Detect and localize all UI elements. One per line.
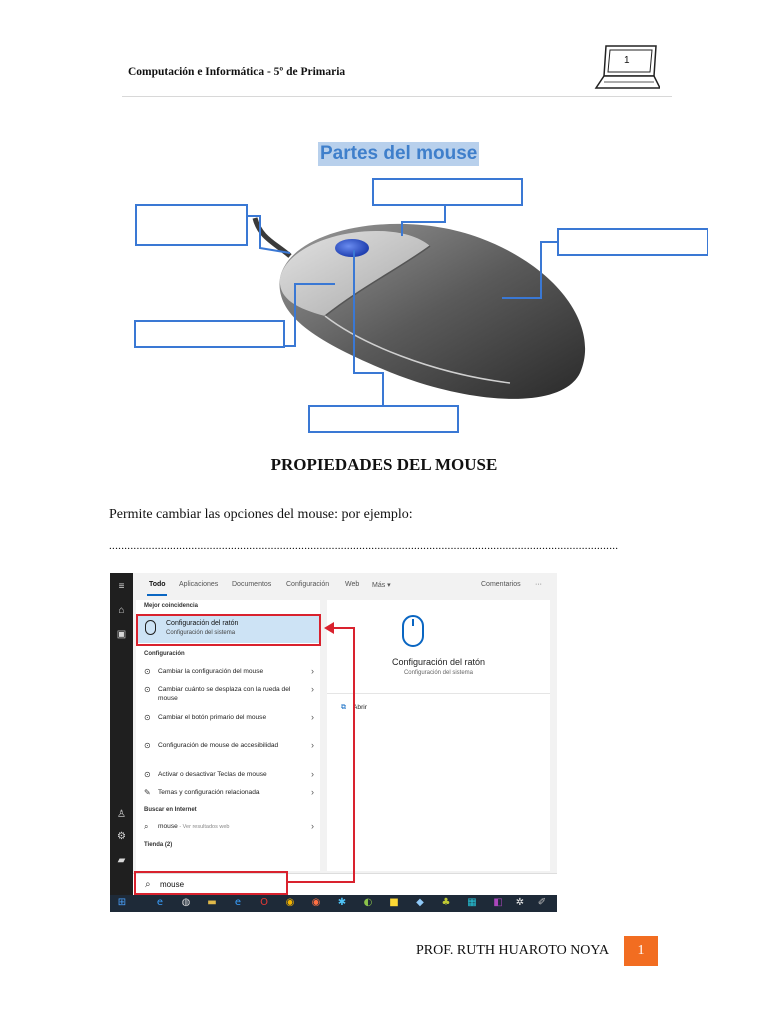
hamburger-icon[interactable]: ≡: [118, 581, 125, 592]
active-tab-indicator: [147, 594, 167, 596]
config-header: Configuración: [144, 651, 185, 657]
chevron-right-icon: ›: [311, 787, 314, 797]
start-icon[interactable]: ⊞: [117, 897, 127, 908]
mouse-icon: ⊙: [144, 770, 151, 779]
label-box-left-button: [135, 321, 284, 347]
settings-icon[interactable]: ✲: [515, 897, 525, 908]
windows-taskbar: [110, 895, 557, 912]
search-input[interactable]: mouse: [160, 880, 185, 889]
store-header: Tienda (2): [144, 842, 173, 848]
start-rail: [110, 573, 133, 912]
notes-icon[interactable]: ■: [389, 897, 399, 908]
footer-author: PROF. RUTH HUAROTO NOYA: [416, 943, 610, 958]
label-box-scroll-wheel: [373, 179, 522, 205]
home-icon[interactable]: ⌂: [118, 605, 125, 616]
tab-documentos[interactable]: Documentos: [232, 581, 272, 588]
mouse-icon: ⊙: [144, 741, 151, 750]
label-box-right-button: [309, 406, 458, 432]
ie-icon[interactable]: e: [234, 897, 242, 908]
section-heading: PROPIEDADES DEL MOUSE: [270, 455, 498, 474]
chevron-right-icon: ›: [311, 821, 314, 831]
chrome-icon[interactable]: ◍: [181, 897, 191, 908]
search-box-highlight: [134, 871, 288, 895]
preview-divider: [327, 693, 550, 694]
preview-pane: Configuración del ratón Configuración del sistema ⧉ Abrir: [327, 600, 550, 871]
search-icon: ⌕: [144, 822, 149, 831]
settings-icon[interactable]: ⚙: [117, 831, 126, 842]
opera-icon[interactable]: O: [260, 897, 268, 908]
tab-aplicaciones[interactable]: Aplicaciones: [179, 581, 219, 588]
answer-dotted-line: .......................................................................................................................................................................: [109, 540, 619, 552]
pen-icon[interactable]: ✐: [537, 897, 547, 908]
chrome-alt-icon[interactable]: ◉: [285, 897, 295, 908]
app-icon[interactable]: ◧: [493, 897, 503, 908]
app-icon[interactable]: ♣: [441, 897, 451, 908]
chevron-right-icon: ›: [311, 684, 314, 694]
app-icon[interactable]: ▦: [467, 897, 477, 908]
app-icon[interactable]: ◆: [416, 897, 424, 908]
internet-header: Buscar en Internet: [144, 807, 197, 813]
mouse-icon: ⊙: [144, 667, 151, 676]
tab-todo[interactable]: Todo: [149, 581, 166, 588]
tab-configuracion[interactable]: Configuración: [286, 581, 330, 588]
laptop-icon: [592, 44, 660, 94]
label-box-cable: [136, 205, 247, 245]
tab-mas[interactable]: Más ▾: [372, 582, 391, 589]
best-match-title: Configuración del ratón: [166, 620, 239, 627]
open-icon: ⧉: [341, 704, 346, 711]
search-icon: ⌕: [145, 879, 151, 890]
firefox-icon[interactable]: ◉: [311, 897, 321, 908]
best-match-header: Mejor coincidencia: [144, 603, 199, 609]
preview-title: Configuración del ratón: [391, 657, 486, 667]
more-options-icon[interactable]: ···: [535, 581, 542, 588]
diagram-title: Partes del mouse: [320, 143, 478, 164]
comments-link[interactable]: Comentarios: [481, 581, 521, 588]
page-number: 1: [624, 936, 658, 966]
header-divider: [122, 96, 672, 97]
power-icon[interactable]: ▰: [117, 855, 126, 866]
chevron-right-icon: ›: [311, 712, 314, 722]
chevron-right-icon: ›: [311, 769, 314, 779]
results-list: Mejor coincidencia Configuración del ratón Configuración del sistema Configuración ⊙ Cambiar la configuración del mouse › ⊙ Cambiar cuánto se desplaza con la rueda del mouse › ⊙ Cambiar el botón primario del mouse › ⊙ Configuración de mouse de accesibilidad › ⊙ Activar o desactivar Teclas de mouse › ✎ Temas y configuración relacionada › Buscar en Internet ⌕ mouse - Ver resultados web › Tienda (2): [136, 600, 320, 871]
mouse-icon: ⊙: [144, 685, 151, 694]
highlight-arrow: [280, 614, 360, 904]
mouse-body: [280, 224, 586, 399]
mouse-icon: ⊙: [144, 713, 151, 722]
app-icon[interactable]: ◐: [363, 897, 373, 908]
documents-icon[interactable]: ▣: [116, 629, 127, 640]
header-title: Computación e Informática - 5º de Primaria: [128, 66, 346, 78]
label-box-body: [558, 229, 708, 255]
user-icon[interactable]: ♙: [117, 809, 126, 820]
edge-icon[interactable]: e: [156, 897, 164, 908]
scroll-wheel: [335, 239, 369, 257]
best-match-subtitle: Configuración del sistema: [166, 630, 236, 636]
folder-icon[interactable]: ▬: [207, 897, 217, 908]
app-icon[interactable]: ✱: [337, 897, 347, 908]
intro-paragraph: Permite cambiar las opciones del mouse: por ejemplo:: [109, 507, 413, 522]
laptop-number: 1: [624, 55, 630, 66]
search-tabs: [133, 573, 557, 599]
chevron-right-icon: ›: [311, 740, 314, 750]
themes-icon: ✎: [144, 788, 151, 797]
mouse-diagram: [100, 138, 708, 440]
tab-web[interactable]: Web: [345, 581, 360, 588]
arrow-head-icon: [324, 622, 334, 634]
preview-subtitle: Configuración del sistema: [403, 670, 474, 676]
chevron-right-icon: ›: [311, 666, 314, 676]
